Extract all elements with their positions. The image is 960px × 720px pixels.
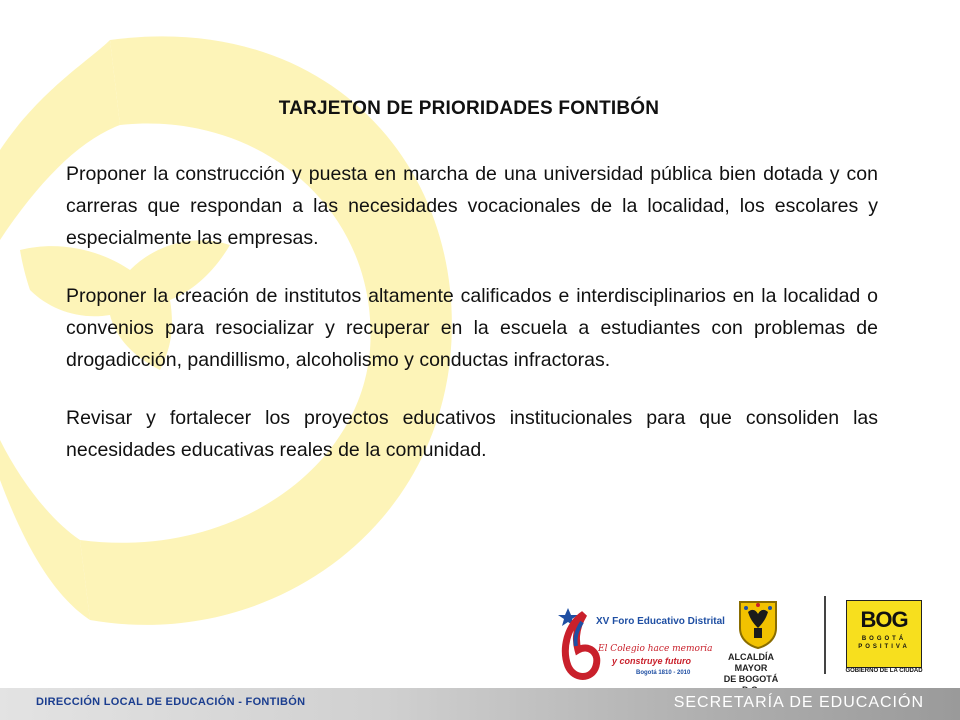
bog-footer-label: GOBIERNO DE LA CIUDAD (845, 668, 923, 674)
bog-sub-1: BOGOTÁ (861, 636, 907, 642)
foro-motto-1: El Colegio hace memoria (598, 644, 713, 654)
paragraph-institutes: Proponer la creación de institutos altamente calificados e interdisciplinarios en la localidad o convenios para resocializar y recuperar en la escuela a estudiantes con problemas de drogadicción, pandillismo, alcoholismo y conductas infractoras. (66, 285, 878, 371)
footer-bar (0, 688, 960, 720)
foro-title: XV Foro Educativo Distrital (596, 616, 725, 627)
paragraph-projects: Revisar y fortalecer los proyectos educativos institucionales para que consoliden las necesidades educativas reales de la comunidad. (66, 407, 878, 461)
bogota-positiva-logo (846, 600, 922, 668)
page-title: TARJETON DE PRIORIDADES FONTIBÓN (278, 98, 660, 119)
logos-strip (540, 596, 940, 684)
foro-motto-2: y construye futuro (612, 656, 692, 666)
footer-right-label: SECRETARÍA DE EDUCACIÓN (673, 694, 924, 711)
alcaldia-line-2: DE BOGOTÁ (723, 674, 779, 684)
bog-sub-2: POSITIVA (858, 644, 910, 650)
foro-years: Bogotá 1810 - 2010 (636, 670, 691, 676)
bog-mark: BOG (860, 607, 908, 632)
alcaldia-line-1: ALCALDÍA MAYOR (728, 652, 774, 673)
bog-subtitle (847, 635, 921, 651)
bogota-shield-icon (736, 598, 780, 650)
body-text (66, 158, 878, 492)
foro-logo-icon (554, 606, 602, 682)
paragraph-university: Proponer la construcción y puesta en marcha de una universidad pública bien dotada y con carreras que respondan a las necesidades vocacionales de la localidad, los escolares y especialmente las empresas. (66, 163, 878, 249)
logo-divider (824, 596, 826, 674)
footer-left-label: DIRECCIÓN LOCAL DE EDUCACIÓN - FONTIBÓN (36, 696, 306, 708)
